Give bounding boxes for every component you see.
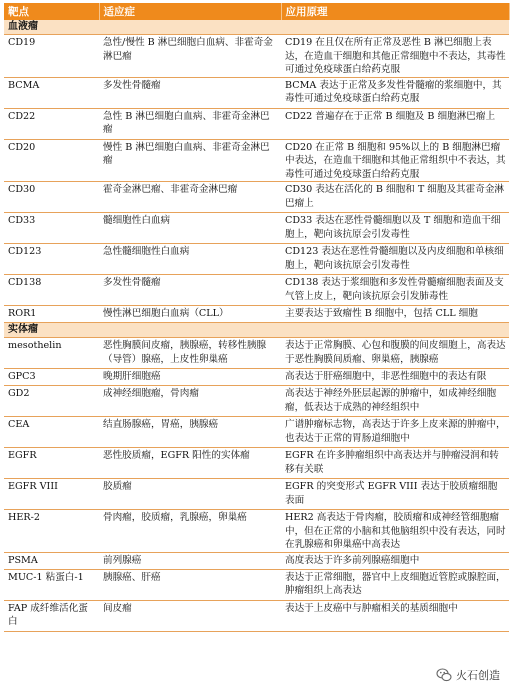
indication-cell: 晚期肝细胞癌 [99, 369, 281, 386]
target-cell: GD2 [4, 386, 99, 417]
target-cell: CD22 [4, 108, 99, 139]
target-cell: PSMA [4, 552, 99, 569]
principle-cell: BCMA 表达于正常及多发性骨髓瘤的浆细胞中，其毒性可通过免疫球蛋白给药克服 [281, 77, 509, 108]
target-table [4, 3, 510, 632]
target-cell: EGFR [4, 448, 99, 479]
target-cell: BCMA [4, 77, 99, 108]
target-cell: MUC-1 粘蛋白-1 [4, 569, 99, 600]
section-title: 实体瘤 [4, 323, 509, 338]
table-row [4, 600, 509, 631]
table-row [4, 448, 509, 479]
table-row [4, 386, 509, 417]
principle-cell: 高表达于神经外胚层起源的肿瘤中，如成神经细胞瘤，低表达于成熟的神经组织中 [281, 386, 509, 417]
table-header-row [4, 3, 509, 20]
principle-cell: 高度表达于许多前列腺癌细胞中 [281, 552, 509, 569]
table-row [4, 108, 509, 139]
principle-cell: 高表达于肝癌细胞中，非恶性细胞中的表达有限 [281, 369, 509, 386]
target-cell: FAP 成纤维活化蛋白 [4, 600, 99, 631]
indication-cell: 慢性 B 淋巴细胞白血病、非霍奇金淋巴瘤 [99, 139, 281, 182]
section-row [4, 323, 509, 338]
table-row [4, 35, 509, 78]
table-row [4, 77, 509, 108]
principle-cell: CD19 在且仅在所有正常及恶性 B 淋巴细胞上表达，在造血干细胞和其他正常细胞中不表达，其毒性可通过免疫球蛋白给药克服 [281, 35, 509, 78]
section-title: 血液瘤 [4, 20, 509, 35]
principle-cell: 主要表达于致瘤性 B 细胞中，包括 CLL 细胞 [281, 306, 509, 323]
table-row [4, 244, 509, 275]
table-row [4, 338, 509, 369]
indication-cell: 慢性淋巴细胞白血病（CLL） [99, 306, 281, 323]
indication-cell: 多发性骨髓瘤 [99, 77, 281, 108]
table-row [4, 369, 509, 386]
table-row [4, 510, 509, 553]
indication-cell: 急性/慢性 B 淋巴细胞白血病、非霍奇金淋巴瘤 [99, 35, 281, 78]
header-principle: 应用原理 [281, 3, 509, 20]
watermark [433, 666, 503, 684]
principle-cell: 表达于上皮癌中与肿瘤相关的基质细胞中 [281, 600, 509, 631]
indication-cell: 急性 B 淋巴细胞白血病、非霍奇金淋巴瘤 [99, 108, 281, 139]
table-row [4, 213, 509, 244]
target-cell: mesothelin [4, 338, 99, 369]
watermark-text: 火石创造 [456, 669, 500, 682]
indication-cell: 结直肠腺癌，胃癌，胰腺癌 [99, 417, 281, 448]
indication-cell: 成神经细胞瘤，骨肉瘤 [99, 386, 281, 417]
indication-cell: 胶质瘤 [99, 479, 281, 510]
indication-cell: 急性髓细胞性白血病 [99, 244, 281, 275]
target-cell: CD30 [4, 182, 99, 213]
principle-cell: CD30 表达在活化的 B 细胞和 T 细胞及其霍奇金淋巴瘤上 [281, 182, 509, 213]
table-row [4, 552, 509, 569]
target-cell: ROR1 [4, 306, 99, 323]
target-cell: GPC3 [4, 369, 99, 386]
wechat-icon [436, 667, 452, 683]
indication-cell: 霍奇金淋巴瘤、非霍奇金淋巴瘤 [99, 182, 281, 213]
indication-cell: 间皮瘤 [99, 600, 281, 631]
indication-cell: 多发性骨髓瘤 [99, 275, 281, 306]
principle-cell: CD20 在正常 B 细胞和 95%以上的 B 细胞淋巴瘤中表达，在造血干细胞和其他正常组织中不表达，其毒性可通过免疫球蛋白给药克服 [281, 139, 509, 182]
indication-cell: 骨肉瘤，胶质瘤，乳腺癌，卵巢癌 [99, 510, 281, 553]
principle-cell: 表达于正常细胞，器官中上皮细胞近管腔或腺腔面，肿瘤组织上高表达 [281, 569, 509, 600]
target-cell: CD123 [4, 244, 99, 275]
target-cell: CEA [4, 417, 99, 448]
table-row [4, 417, 509, 448]
principle-cell: CD33 表达在恶性骨髓细胞以及 T 细胞和造血干细胞上，靶向该抗原会引发毒性 [281, 213, 509, 244]
header-target: 靶点 [4, 3, 99, 20]
indication-cell: 前列腺癌 [99, 552, 281, 569]
indication-cell: 恶性胸膜间皮瘤，胰腺癌，转移性胰腺（导管）腺癌，上皮性卵巢癌 [99, 338, 281, 369]
table-row [4, 139, 509, 182]
principle-cell: EGFR 在许多肿瘤组织中高表达并与肿瘤浸润和转移有关联 [281, 448, 509, 479]
table-body [4, 20, 509, 631]
principle-cell: CD22 普遍存在于正常 B 细胞及 B 细胞淋巴瘤上 [281, 108, 509, 139]
header-indication: 适应症 [99, 3, 281, 20]
table-row [4, 306, 509, 323]
target-cell: CD20 [4, 139, 99, 182]
target-cell: HER-2 [4, 510, 99, 553]
principle-cell: 广谱肿瘤标志物，高表达于许多上皮来源的肿瘤中，也表达于正常的胃肠道细胞中 [281, 417, 509, 448]
target-cell: CD19 [4, 35, 99, 78]
principle-cell: EGFR 的突变形式 EGFR VIII 表达于胶质瘤细胞表面 [281, 479, 509, 510]
target-cell: CD33 [4, 213, 99, 244]
section-row [4, 20, 509, 35]
indication-cell: 髓细胞性白血病 [99, 213, 281, 244]
indication-cell: 胰腺癌、肝癌 [99, 569, 281, 600]
target-cell: CD138 [4, 275, 99, 306]
principle-cell: 表达于正常胸膜、心包和腹膜的间皮细胞上，高表达于恶性胸膜间质瘤、卵巢癌，胰腺癌 [281, 338, 509, 369]
principle-cell: CD138 表达于浆细胞和多发性骨髓瘤细胞表面及支气管上皮上，靶向该抗原会引发肺毒性 [281, 275, 509, 306]
principle-cell: HER2 高表达于骨肉瘤，胶质瘤和成神经管细胞瘤中，但在正常的小脑和其他脑组织中没有表达，同时在乳腺癌和卵巢癌中高表达 [281, 510, 509, 553]
indication-cell: 恶性胶质瘤，EGFR 阳性的实体瘤 [99, 448, 281, 479]
table-row [4, 275, 509, 306]
table-row [4, 182, 509, 213]
principle-cell: CD123 表达在恶性骨髓细胞以及内皮细胞和单核细胞上，靶向该抗原会引发毒性 [281, 244, 509, 275]
table-row [4, 569, 509, 600]
table-row [4, 479, 509, 510]
target-cell: EGFR VIII [4, 479, 99, 510]
